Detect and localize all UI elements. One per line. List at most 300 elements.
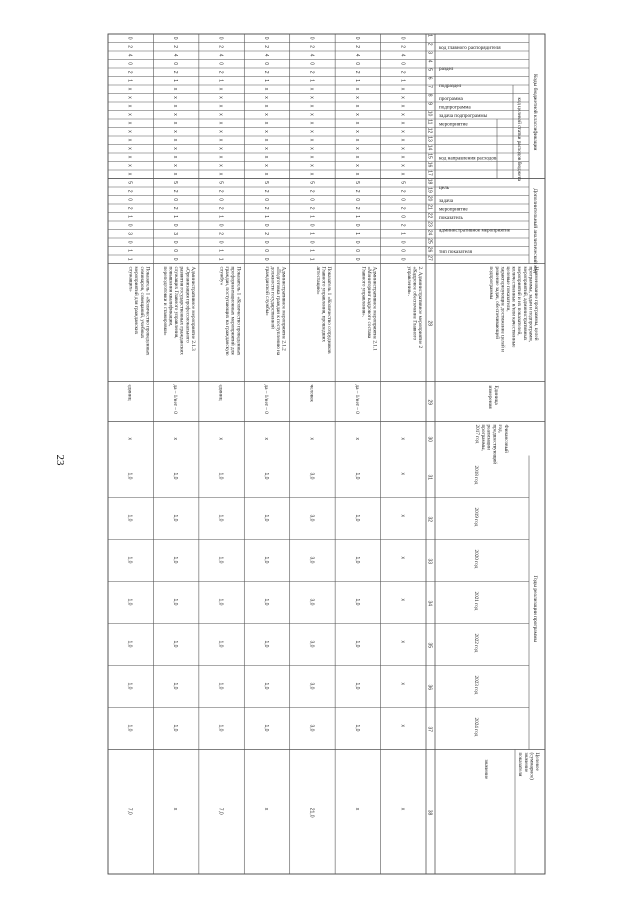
code-caption-program: программа bbox=[439, 95, 463, 102]
column-number: 28 bbox=[426, 320, 433, 327]
code-cell: х bbox=[308, 87, 315, 91]
code-cell: 0 bbox=[399, 62, 406, 66]
column-number: 8 bbox=[426, 93, 433, 97]
code-cell: 2 bbox=[172, 206, 179, 210]
row-year-value: 1,0 bbox=[353, 514, 360, 522]
code-cell: х bbox=[399, 155, 406, 159]
code-cell: 2 bbox=[399, 70, 406, 74]
code-cell: х bbox=[263, 172, 269, 176]
expenditure-code-header: код целевой статьи расходов бюджета bbox=[516, 97, 522, 181]
code-cell: х bbox=[172, 172, 179, 176]
code-cell: х bbox=[353, 96, 360, 99]
row-unit: да – 1/нет – 0 bbox=[263, 384, 269, 414]
name-column-header: Наименование программы, целейпрограммы, задач и подпрограмм,мероприятий, административныхмероприятий и их показателей,количественные и/или качественныецелевые показатели,характеризующие достижение целей ирешение задач, обеспечивающейподпрограммы bbox=[488, 266, 539, 352]
column-number: 9 bbox=[426, 102, 433, 106]
row-year-value: 3,0 bbox=[308, 682, 315, 690]
code-cell: х bbox=[263, 138, 269, 142]
code-cell: х bbox=[217, 147, 224, 150]
code-cell: 0 bbox=[172, 240, 179, 244]
code-cell: 0 bbox=[353, 240, 360, 244]
code-cell: 2 bbox=[399, 45, 406, 49]
code-cell: х bbox=[399, 121, 406, 125]
row-year-value: 1,0 bbox=[126, 640, 133, 648]
row-name: Показатель 1 «Количество сотрудниковГлавного управления, прошедшихаттестацию» bbox=[314, 266, 333, 354]
code-cell: 2 bbox=[172, 189, 179, 193]
row-year-value: 1,0 bbox=[126, 514, 133, 522]
code-cell: 0 bbox=[308, 62, 315, 66]
code-cell: 0 bbox=[172, 223, 179, 227]
column-number: 35 bbox=[426, 642, 433, 649]
code-cell: 0 bbox=[172, 257, 179, 261]
code-cell: 4 bbox=[126, 53, 133, 57]
code-cell: х bbox=[217, 121, 224, 125]
code-cell: х bbox=[353, 172, 360, 176]
code-cell: 2 bbox=[126, 45, 133, 49]
code-cell: 2 bbox=[399, 223, 406, 227]
year-label-1: 2018 год bbox=[473, 465, 479, 485]
code-cell: 1 bbox=[172, 79, 179, 83]
row-year-value: х bbox=[399, 598, 406, 601]
code-cell: х bbox=[126, 121, 133, 125]
code-cell: х bbox=[308, 155, 315, 159]
row-unit: единиц bbox=[126, 384, 133, 401]
column-number: 10 bbox=[426, 110, 433, 117]
column-number: 32 bbox=[426, 516, 433, 523]
code-cell: 5 bbox=[353, 181, 360, 185]
row-target: 7,0 bbox=[217, 807, 224, 815]
code-cell: 3 bbox=[172, 232, 179, 236]
target-value-header: Целевое(суммарное)значениепоказателя bbox=[517, 752, 540, 780]
column-number: 16 bbox=[426, 161, 433, 168]
row-year-value: 1,0 bbox=[353, 724, 360, 732]
code-cell: х bbox=[172, 155, 179, 159]
code-cell: х bbox=[217, 155, 224, 159]
code-cell: 1 bbox=[217, 257, 224, 261]
code-cell: 2 bbox=[399, 189, 406, 193]
code-cell: х bbox=[399, 164, 406, 167]
code-cell: 2 bbox=[353, 189, 360, 193]
code-cell: х bbox=[399, 130, 406, 133]
code-cell: х bbox=[308, 96, 315, 99]
code-caption-expense_type: код направления расходов bbox=[439, 155, 497, 162]
code-cell: 0 bbox=[126, 223, 133, 227]
column-number: 3 bbox=[426, 51, 433, 55]
code-cell: 2 bbox=[172, 45, 179, 49]
code-cell: 2 bbox=[126, 189, 133, 193]
code-cell: 1 bbox=[353, 232, 360, 236]
row-year-value: 1,0 bbox=[263, 724, 269, 732]
code-cell: 1 bbox=[263, 215, 269, 219]
row-year-value: 1,0 bbox=[263, 514, 269, 522]
row-year-value: 3,0 bbox=[308, 472, 315, 480]
column-number: 17 bbox=[426, 170, 433, 176]
code-cell: х bbox=[263, 96, 269, 99]
code-cell: 5 bbox=[308, 181, 315, 185]
code-cell: 1 bbox=[399, 79, 406, 83]
code-caption-goal: цель bbox=[439, 185, 450, 191]
row-unit: человек bbox=[308, 384, 315, 402]
code-cell: х bbox=[353, 87, 360, 91]
code-cell: 0 bbox=[353, 223, 360, 227]
code-cell: 2 bbox=[217, 206, 224, 210]
code-cell: 0 bbox=[217, 240, 224, 244]
row-year-value: 1,0 bbox=[217, 640, 224, 648]
row-year-value: 1,0 bbox=[217, 514, 224, 522]
code-cell: х bbox=[263, 147, 269, 150]
row-target: 7,0 bbox=[126, 807, 133, 815]
code-cell: 2 bbox=[217, 70, 224, 74]
row-year-value: 1,0 bbox=[217, 682, 224, 690]
row-year-value: 1,0 bbox=[172, 514, 179, 522]
code-cell: х bbox=[308, 138, 315, 142]
code-cell: х bbox=[126, 104, 133, 108]
code-cell: 5 bbox=[399, 181, 406, 185]
code-cell: 0 bbox=[217, 198, 224, 202]
code-cell: х bbox=[217, 164, 224, 167]
row-year-value: 1,0 bbox=[126, 682, 133, 690]
row-year-value: 1,0 bbox=[126, 724, 133, 732]
code-cell: 2 bbox=[353, 70, 360, 74]
code-cell: х bbox=[308, 130, 315, 133]
row-name: Показатель 1 «Количество проведенныхсеминаров, совещаний, учебныхмероприятий для гражданскихслужащих» bbox=[127, 266, 151, 356]
code-cell: 2 bbox=[126, 206, 133, 210]
row-unit: да – 1/нет – 0 bbox=[172, 384, 179, 414]
row-year-value: 1,0 bbox=[172, 724, 179, 732]
code-cell: х bbox=[217, 113, 224, 116]
code-cell: 2 bbox=[126, 70, 133, 74]
code-cell: х bbox=[263, 130, 269, 133]
code-cell: 0 bbox=[263, 198, 269, 202]
row-year-value: 1,0 bbox=[126, 598, 133, 606]
code-cell: х bbox=[353, 155, 360, 159]
column-number: 33 bbox=[426, 558, 433, 565]
code-cell: х bbox=[263, 87, 269, 91]
code-caption-admin_measure: административное мероприятие bbox=[439, 227, 511, 234]
code-cell: 5 bbox=[217, 181, 224, 185]
code-cell: 4 bbox=[308, 53, 315, 57]
code-cell: 2 bbox=[263, 70, 269, 74]
column-number: 24 bbox=[426, 229, 433, 236]
code-cell: х bbox=[399, 147, 406, 150]
code-cell: 1 bbox=[399, 232, 406, 236]
column-number: 20 bbox=[426, 195, 433, 202]
code-cell: х bbox=[308, 113, 315, 116]
column-number: 19 bbox=[426, 187, 433, 193]
code-cell: х bbox=[126, 113, 133, 116]
column-number: 26 bbox=[426, 246, 433, 253]
row-year-value: 1,0 bbox=[172, 556, 179, 564]
code-caption-admin_code: код главного распорядителя bbox=[439, 44, 501, 51]
row-year-value: 1,0 bbox=[126, 556, 133, 564]
code-cell: х bbox=[308, 164, 315, 167]
code-cell: х bbox=[308, 172, 315, 176]
code-cell: 1 bbox=[308, 257, 315, 261]
column-number: 38 bbox=[426, 809, 433, 816]
code-caption-section: раздел bbox=[439, 66, 454, 72]
code-cell: 0 bbox=[399, 240, 406, 244]
row-year-value: 1,0 bbox=[263, 598, 269, 606]
code-cell: 0 bbox=[353, 257, 360, 261]
code-cell: 0 bbox=[308, 240, 315, 244]
column-number: 12 bbox=[426, 127, 433, 134]
row-year-value: 1,0 bbox=[353, 682, 360, 690]
code-cell: 0 bbox=[353, 249, 360, 253]
code-cell: 0 bbox=[217, 62, 224, 66]
code-cell: х bbox=[217, 130, 224, 133]
row-year-value: 1,0 bbox=[353, 556, 360, 564]
code-cell: 0 bbox=[263, 240, 269, 244]
column-number: 15 bbox=[426, 153, 433, 159]
code-cell: х bbox=[308, 104, 315, 108]
code-cell: 2 bbox=[217, 232, 224, 236]
row-name: Административное мероприятие 2.1.3«Организация профессиональногоразвития государственных гражданскихслужащих Главного управления,повышения квалификации,переподготовки и стажировки» bbox=[161, 266, 196, 355]
code-cell: 1 bbox=[126, 249, 133, 253]
code-cell: 0 bbox=[353, 198, 360, 202]
code-cell: х bbox=[217, 172, 224, 176]
column-number: 25 bbox=[426, 238, 433, 244]
code-cell: х bbox=[399, 113, 406, 116]
code-cell: х bbox=[399, 104, 406, 108]
row-fin-year: х bbox=[172, 437, 179, 440]
code-cell: 2 bbox=[353, 206, 360, 210]
row-name: Административное мероприятие 2.1.1«Мониторинг кадрового составаГлавного управления». bbox=[360, 266, 378, 351]
fin-year-column-header: Финансовыйгод,предшествующийреализациипрограммы,2017 год bbox=[474, 424, 509, 465]
code-cell: 0 bbox=[399, 257, 406, 261]
row-year-value: 1,0 bbox=[217, 556, 224, 564]
column-number: 6 bbox=[426, 76, 433, 80]
row-year-value: 1,0 bbox=[353, 598, 360, 606]
code-cell: 4 bbox=[217, 53, 224, 57]
code-caption-task: задача подпрограммы bbox=[439, 112, 488, 119]
code-caption-indicator_type: тип показателя bbox=[439, 248, 472, 255]
code-cell: 0 bbox=[308, 36, 315, 40]
column-number: 30 bbox=[426, 436, 433, 443]
row-unit: да – 1/нет – 0 bbox=[353, 384, 360, 414]
row-target: х bbox=[353, 807, 360, 811]
code-cell: 1 bbox=[217, 79, 224, 83]
code-cell: 0 bbox=[172, 198, 179, 202]
code-cell: х bbox=[308, 121, 315, 125]
row-year-value: 3,0 bbox=[308, 724, 315, 732]
row-year-value: 1,0 bbox=[172, 640, 179, 648]
code-cell: 4 bbox=[399, 53, 406, 57]
row-year-value: 3,0 bbox=[308, 640, 315, 648]
code-cell: х bbox=[126, 172, 133, 176]
code-cell: 1 bbox=[353, 79, 360, 83]
code-cell: х bbox=[308, 147, 315, 150]
budget-classification-header: Коды бюджетной классификации bbox=[532, 74, 538, 151]
page-number: 23 bbox=[54, 454, 66, 466]
code-cell: 0 bbox=[172, 249, 179, 253]
year-label-7: 2024 год bbox=[473, 717, 479, 737]
code-cell: 2 bbox=[308, 45, 315, 49]
code-caption-measure: мероприятие bbox=[439, 206, 468, 213]
year-label-4: 2021 год bbox=[473, 591, 479, 611]
code-cell: х bbox=[126, 130, 133, 133]
code-cell: х bbox=[353, 138, 360, 142]
code-cell: х bbox=[172, 87, 179, 91]
row-fin-year: х bbox=[263, 437, 269, 440]
code-cell: 1 bbox=[353, 215, 360, 219]
code-cell: х bbox=[172, 121, 179, 125]
column-number: 13 bbox=[426, 136, 433, 142]
code-cell: 2 bbox=[308, 189, 315, 193]
code-cell: 1 bbox=[308, 232, 315, 236]
code-cell: 5 bbox=[126, 181, 133, 185]
year-label-5: 2022 год bbox=[473, 633, 479, 653]
code-cell: х bbox=[217, 104, 224, 108]
code-cell: 0 bbox=[263, 257, 269, 261]
row-year-value: х bbox=[399, 472, 406, 475]
row-year-value: 1,0 bbox=[172, 598, 179, 606]
code-cell: 0 bbox=[126, 62, 133, 66]
column-number: 21 bbox=[426, 204, 433, 210]
row-target: х bbox=[399, 807, 406, 811]
column-number: 22 bbox=[426, 212, 433, 219]
column-number: 7 bbox=[426, 85, 433, 89]
row-name: 2. Административное мероприятие 2«Кадровое обеспечение Главногоуправления». bbox=[405, 266, 423, 349]
code-cell: х bbox=[172, 138, 179, 142]
column-number: 2 bbox=[426, 42, 433, 46]
year-label-6: 2023 год bbox=[473, 675, 479, 695]
code-cell: 0 bbox=[172, 62, 179, 66]
table-body bbox=[108, 34, 545, 874]
code-cell: х bbox=[399, 87, 406, 91]
code-cell: х bbox=[263, 155, 269, 159]
row-year-value: х bbox=[399, 640, 406, 643]
code-caption-activity: мероприятие bbox=[439, 121, 468, 128]
code-cell: х bbox=[399, 96, 406, 99]
row-year-value: 1,0 bbox=[353, 640, 360, 648]
code-cell: х bbox=[217, 138, 224, 142]
code-cell: х bbox=[217, 87, 224, 91]
code-cell: 2 bbox=[263, 206, 269, 210]
row-name: Показатель 1 «Количество проведенныхпрофориентационных мероприятий дляграждан, поступающих на гражданскуюслужбу» bbox=[218, 266, 242, 356]
analytic-code-header: Дополнительный аналитический код bbox=[532, 188, 538, 274]
code-cell: 0 bbox=[399, 215, 406, 219]
row-year-value: 3,0 bbox=[308, 598, 315, 606]
row-fin-year: х bbox=[353, 437, 360, 440]
code-caption-indicator: показатель bbox=[439, 214, 463, 221]
code-cell: х bbox=[126, 87, 133, 91]
code-cell: 0 bbox=[263, 223, 269, 227]
code-cell: х bbox=[126, 155, 133, 159]
program-indicators-table bbox=[100, 24, 555, 882]
code-cell: 4 bbox=[263, 53, 269, 57]
code-cell: х bbox=[353, 113, 360, 116]
code-cell: х bbox=[263, 121, 269, 125]
code-cell: 0 bbox=[353, 62, 360, 66]
row-year-value: х bbox=[399, 514, 406, 517]
row-unit: единиц bbox=[217, 384, 224, 401]
row-year-value: 1,0 bbox=[263, 556, 269, 564]
code-cell: 0 bbox=[353, 36, 360, 40]
code-cell: х bbox=[353, 147, 360, 150]
year-label-2: 2019 год bbox=[473, 507, 479, 527]
code-cell: 0 bbox=[399, 36, 406, 40]
row-fin-year: х bbox=[126, 437, 133, 440]
row-year-value: х bbox=[399, 724, 406, 727]
code-cell: 1 bbox=[126, 257, 133, 261]
row-target: х bbox=[263, 807, 269, 811]
code-cell: х bbox=[353, 104, 360, 108]
code-cell: 2 bbox=[217, 45, 224, 49]
code-cell: 0 bbox=[308, 198, 315, 202]
column-number: 18 bbox=[426, 178, 433, 185]
row-year-value: х bbox=[399, 682, 406, 685]
code-cell: 0 bbox=[126, 240, 133, 244]
code-cell: 0 bbox=[399, 249, 406, 253]
column-number: 5 bbox=[426, 68, 433, 72]
row-year-value: 1,0 bbox=[263, 682, 269, 690]
code-cell: 1 bbox=[126, 79, 133, 83]
row-year-value: 1,0 bbox=[217, 598, 224, 606]
row-year-value: 1,0 bbox=[263, 472, 269, 480]
code-cell: 0 bbox=[126, 198, 133, 202]
code-cell: х bbox=[263, 164, 269, 167]
code-cell: 1 bbox=[126, 215, 133, 219]
code-cell: х bbox=[217, 96, 224, 99]
code-cell: 2 bbox=[263, 189, 269, 193]
code-cell: 2 bbox=[308, 70, 315, 74]
code-cell: х bbox=[172, 96, 179, 99]
code-cell: х bbox=[126, 138, 133, 142]
row-year-value: 1,0 bbox=[172, 682, 179, 690]
code-cell: 0 bbox=[308, 223, 315, 227]
code-cell: 1 bbox=[263, 79, 269, 83]
code-cell: 0 bbox=[263, 62, 269, 66]
row-year-value: 3,0 bbox=[308, 514, 315, 522]
column-number: 27 bbox=[426, 255, 433, 261]
code-cell: х bbox=[353, 130, 360, 133]
column-number: 36 bbox=[426, 684, 433, 691]
row-year-value: 1,0 bbox=[353, 472, 360, 480]
years-header: Годы реализации программы bbox=[532, 575, 538, 643]
code-cell: 3 bbox=[126, 232, 133, 236]
row-fin-year: х bbox=[217, 437, 224, 440]
column-number: 29 bbox=[426, 399, 433, 406]
code-cell: 2 bbox=[353, 45, 360, 49]
code-cell: х bbox=[399, 138, 406, 142]
code-cell: х bbox=[126, 96, 133, 99]
code-caption-subprogram: подпрограмма bbox=[439, 104, 471, 111]
column-number: 34 bbox=[426, 600, 433, 607]
code-cell: х bbox=[353, 164, 360, 167]
code-cell: х bbox=[126, 147, 133, 150]
unit-column-header: Единицаизмерения bbox=[487, 385, 499, 409]
row-year-value: 3,0 bbox=[308, 556, 315, 564]
code-cell: 4 bbox=[353, 53, 360, 57]
code-cell: х bbox=[172, 113, 179, 116]
code-cell: 0 bbox=[399, 198, 406, 202]
row-target: 21,0 bbox=[308, 807, 315, 818]
code-cell: 0 bbox=[263, 36, 269, 40]
row-target: х bbox=[172, 807, 179, 811]
code-cell: 2 bbox=[308, 206, 315, 210]
code-cell: 0 bbox=[263, 249, 269, 253]
landscape-table-sheet bbox=[100, 24, 555, 882]
code-cell: 2 bbox=[399, 206, 406, 210]
code-cell: 1 bbox=[217, 215, 224, 219]
column-number: 37 bbox=[426, 726, 433, 733]
code-cell: х bbox=[172, 147, 179, 150]
row-year-value: 1,0 bbox=[217, 724, 224, 732]
column-number: 1 bbox=[426, 34, 433, 38]
code-cell: 0 bbox=[126, 36, 133, 40]
code-cell: 1 bbox=[308, 249, 315, 253]
code-cell: х bbox=[172, 104, 179, 108]
column-number: 31 bbox=[426, 474, 433, 481]
